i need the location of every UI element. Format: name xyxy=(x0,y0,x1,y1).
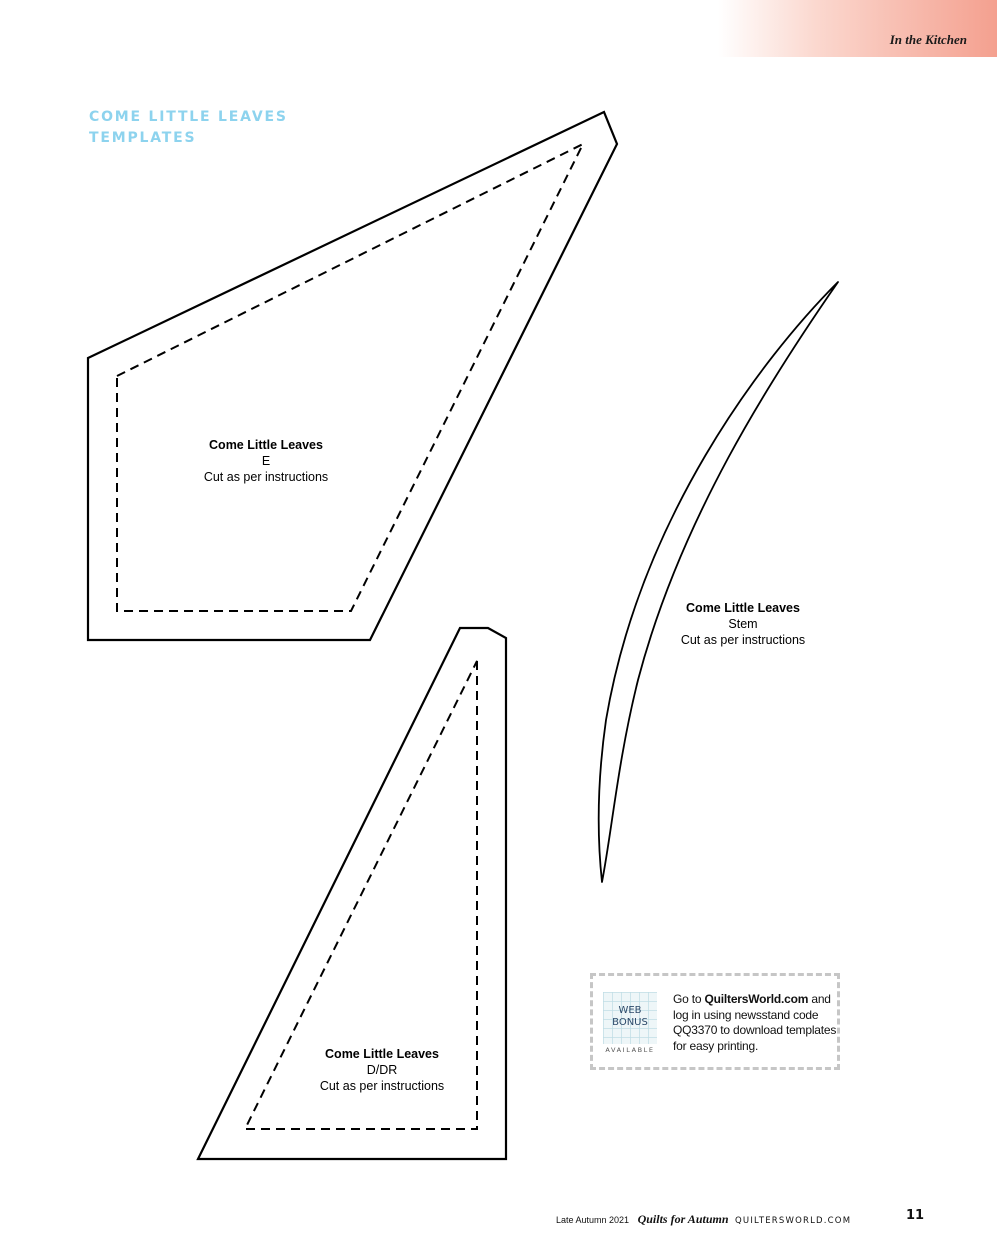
template-e-outline xyxy=(88,112,617,640)
page-footer xyxy=(556,1212,851,1227)
web-bonus-rest: and log in using newsstand code QQ3370 to download templates for easy printing. xyxy=(673,992,837,1053)
template-e-name: Come Little Leaves xyxy=(209,438,323,452)
template-stem-piece: Stem xyxy=(728,617,758,631)
web-bonus-badge-icon xyxy=(603,992,657,1044)
template-e-label xyxy=(186,437,346,485)
template-d-dr-piece: D/DR xyxy=(366,1063,398,1077)
section-label: In the Kitchen xyxy=(889,32,967,47)
badge-line2: BONUS xyxy=(612,1017,648,1028)
template-e-piece: E xyxy=(261,454,271,468)
template-stem-label xyxy=(663,600,823,648)
web-bonus-box xyxy=(590,973,840,1070)
template-e-seam-line xyxy=(117,144,583,611)
template-d-dr-name: Come Little Leaves xyxy=(325,1047,439,1061)
web-bonus-site-link[interactable]: QuiltersWorld.com xyxy=(704,992,809,1006)
template-d-dr-label xyxy=(302,1046,462,1094)
page-title-line2: TEMPLATES xyxy=(89,130,197,146)
template-d-dr-instruction: Cut as per instructions xyxy=(319,1079,445,1093)
template-e xyxy=(88,112,617,640)
badge-available: AVAILABLE xyxy=(605,1046,655,1054)
page-number: 11 xyxy=(906,1208,925,1223)
web-bonus-prefix: Go to xyxy=(673,992,705,1006)
footer-magazine: Quilts for Autumn xyxy=(637,1212,729,1226)
footer-issue: Late Autumn 2021 xyxy=(556,1215,630,1225)
template-stem xyxy=(599,282,838,882)
template-stem-outline xyxy=(599,282,838,882)
web-bonus-text xyxy=(673,992,838,1054)
template-stem-instruction: Cut as per instructions xyxy=(680,633,806,647)
template-stem-name: Come Little Leaves xyxy=(686,601,800,615)
template-e-instruction: Cut as per instructions xyxy=(203,470,329,484)
badge-line1: WEB xyxy=(618,1005,642,1016)
footer-website[interactable]: QUILTERSWORLD.COM xyxy=(735,1216,852,1226)
page-title-line1: COME LITTLE LEAVES xyxy=(89,109,288,125)
